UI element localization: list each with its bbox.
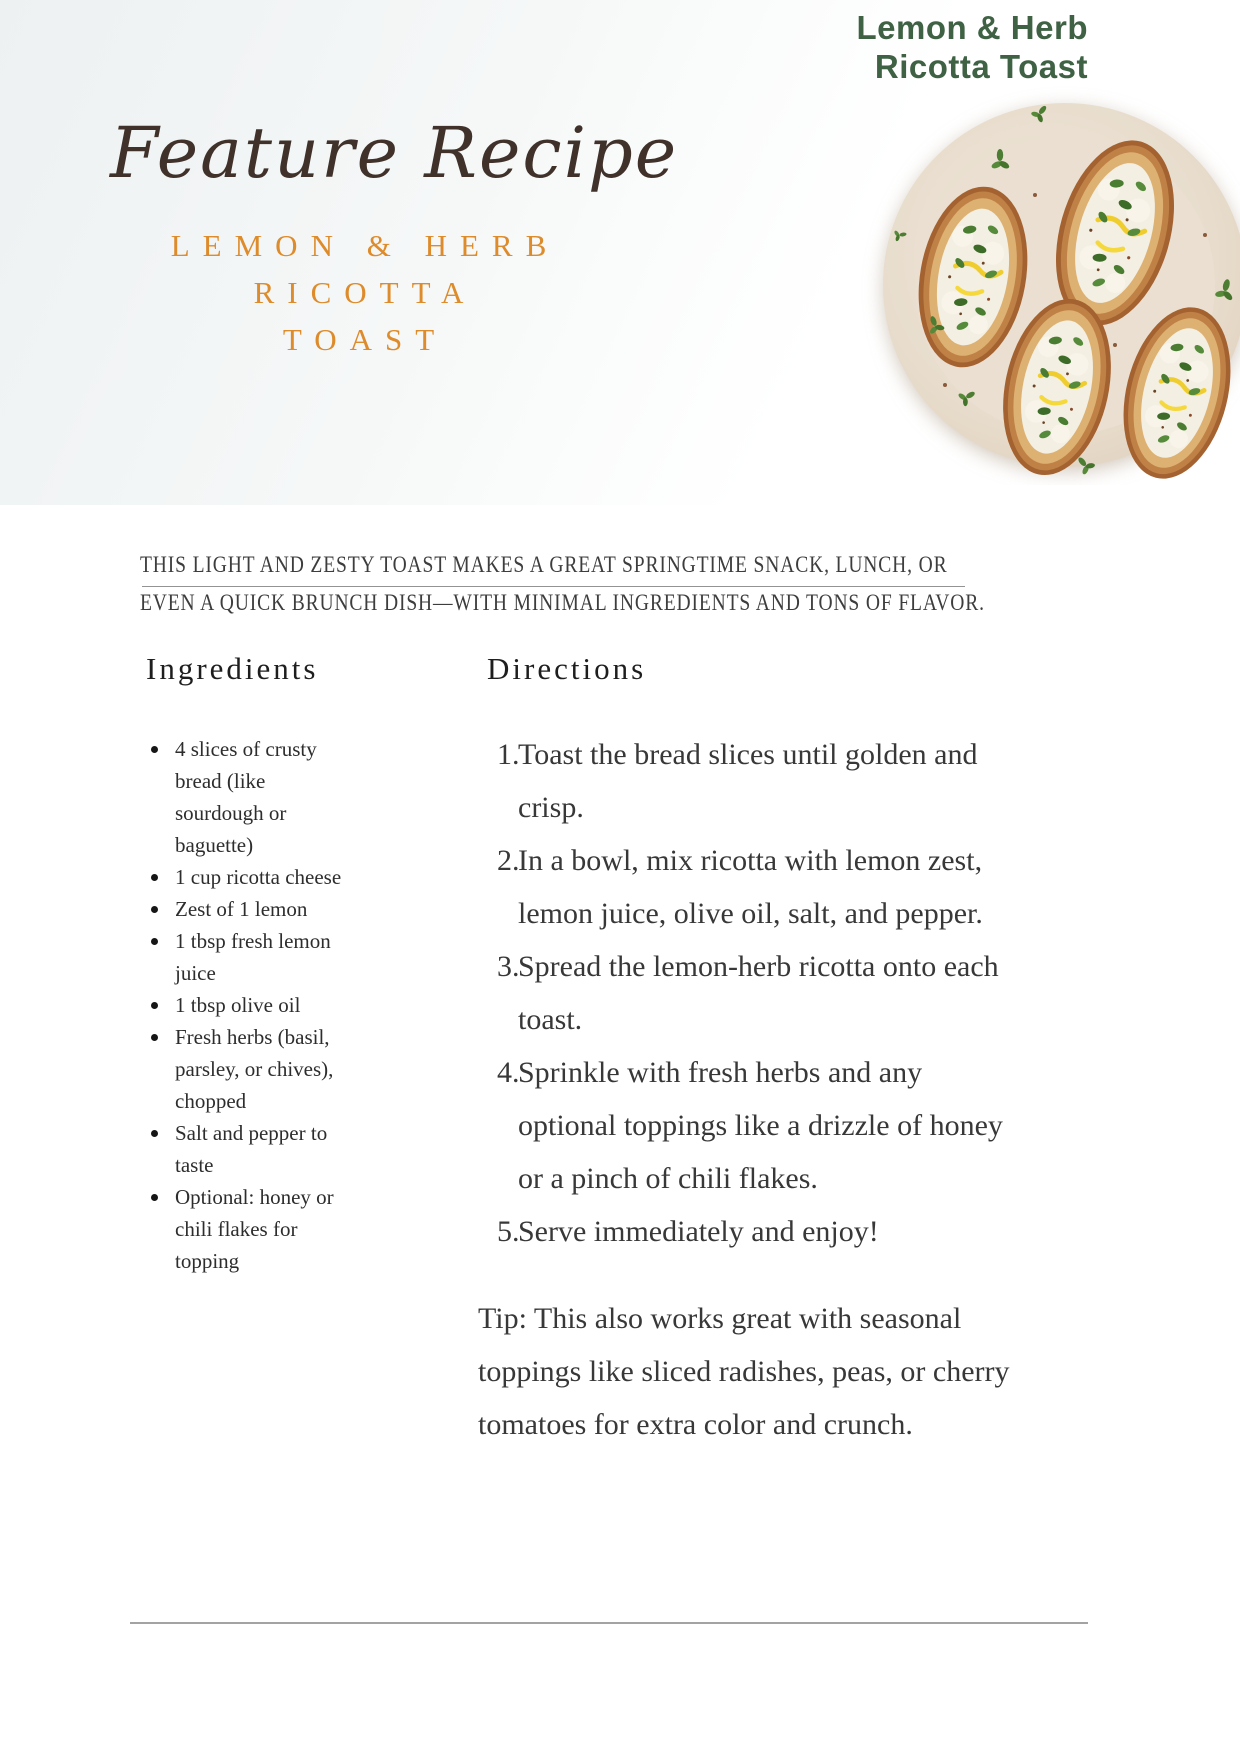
direction-step: 2. In a bowl, mix ricotta with lemon zest, lemon juice, olive oil, salt, and pepper. [497, 834, 1012, 940]
ingredients-heading: Ingredients [146, 651, 319, 686]
ingredient-item: Zest of 1 lemon [146, 893, 358, 925]
directions-list [497, 728, 1012, 1258]
intro-blurb [140, 550, 985, 618]
step-number: 3. [497, 950, 520, 983]
intro-divider-line [142, 586, 965, 587]
step-number: 2. [497, 844, 520, 877]
directions-section [487, 650, 1042, 1258]
footer-divider-line [130, 1622, 1088, 1624]
badge-line-1: Lemon & Herb [856, 9, 1088, 46]
step-number: 4. [497, 1056, 520, 1089]
subtitle-line-2: TOAST [282, 322, 448, 357]
badge-line-2: Ricotta Toast [874, 48, 1088, 85]
feature-recipe-script-title: Feature Recipe [110, 112, 679, 194]
recipe-subtitle [50, 222, 680, 363]
ingredient-item: 1 tbsp olive oil [146, 989, 358, 1021]
ingredients-section [146, 650, 416, 1277]
ingredient-item: 1 cup ricotta cheese [146, 861, 358, 893]
toast-photo-illustration [785, 85, 1240, 485]
ingredient-item: 4 slices of crusty bread (like sourdough or baguette) [146, 733, 358, 861]
intro-line-1: THIS LIGHT AND ZESTY TOAST MAKES A GREAT SPRINGTIME SNACK, LUNCH, OR [140, 552, 948, 577]
ingredient-item: 1 tbsp fresh lemon juice [146, 925, 358, 989]
step-number: 1. [497, 738, 520, 771]
page-title-badge [856, 8, 1088, 86]
ingredient-item: Optional: honey or chili flakes for topping [146, 1181, 358, 1277]
ingredient-item: Salt and pepper to taste [146, 1117, 358, 1181]
subtitle-line-1: LEMON & HERB RICOTTA [170, 228, 560, 310]
direction-step: 3. Spread the lemon-herb ricotta onto each toast. [497, 940, 1012, 1046]
directions-heading: Directions [487, 651, 647, 686]
tip-paragraph: Tip: This also works great with seasonal toppings like sliced radishes, peas, or cherry tomatoes for extra color and crunch. [478, 1302, 1010, 1441]
ingredient-item: Fresh herbs (basil, parsley, or chives), chopped [146, 1021, 358, 1117]
ingredients-list [146, 733, 358, 1277]
direction-step: 5. Serve immediately and enjoy! [497, 1205, 1012, 1258]
direction-step: 1. Toast the bread slices until golden and crisp. [497, 728, 1012, 834]
toast-photo [785, 85, 1240, 485]
direction-step: 4. Sprinkle with fresh herbs and any optional toppings like a drizzle of honey or a pinch of chili flakes. [497, 1046, 1012, 1205]
step-number: 5. [497, 1215, 520, 1248]
intro-line-2: EVEN A QUICK BRUNCH DISH—WITH MINIMAL INGREDIENTS AND TONS OF FLAVOR. [140, 590, 985, 615]
